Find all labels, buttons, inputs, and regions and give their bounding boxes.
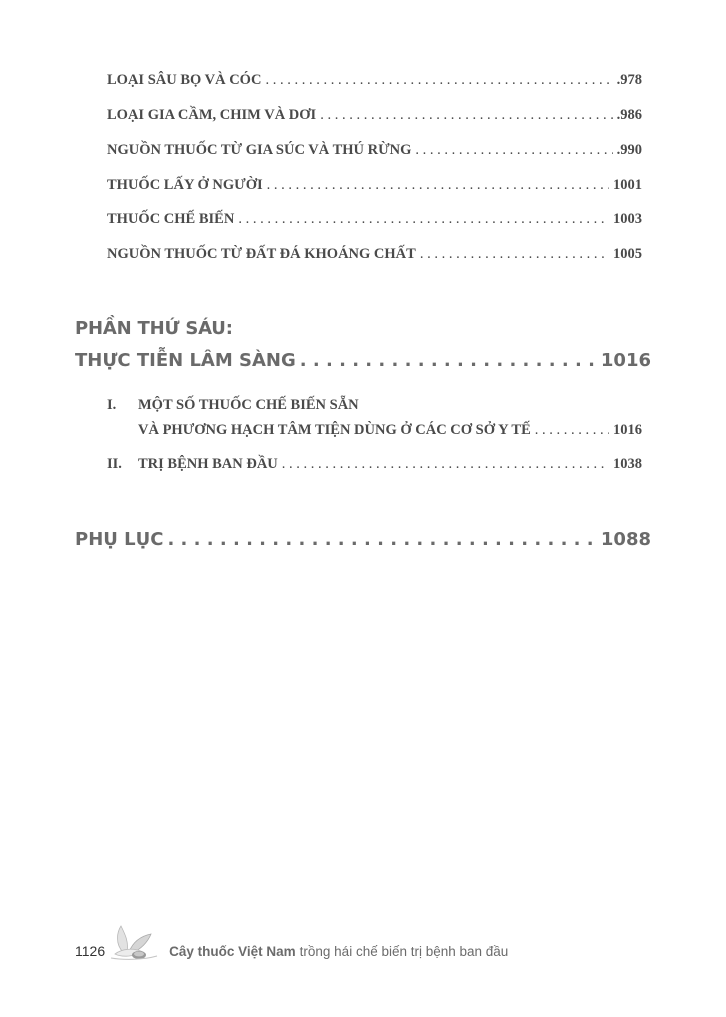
dot-leader xyxy=(535,422,609,439)
part-page: 1016 xyxy=(600,350,651,371)
toc-entry[interactable] xyxy=(107,142,642,159)
toc-entry-page: 1001 xyxy=(613,177,642,193)
part-title: THỰC TIỄN LÂM SÀNG xyxy=(75,350,296,371)
page-number: 1126 xyxy=(75,943,106,959)
section-number: I. xyxy=(107,397,117,413)
toc-entry-page: 1003 xyxy=(613,211,642,227)
toc-entry[interactable] xyxy=(107,211,642,228)
section-entry-row[interactable] xyxy=(138,456,642,473)
dot-leader xyxy=(267,177,609,194)
toc-entry-page: .978 xyxy=(616,72,642,88)
section-entry-line2[interactable] xyxy=(138,422,642,439)
dot-leader xyxy=(265,72,612,89)
part-entry[interactable] xyxy=(75,350,651,371)
appendix-page: 1088 xyxy=(600,529,651,550)
section-number: II. xyxy=(107,456,122,472)
appendix-entry[interactable] xyxy=(75,529,651,550)
dot-leader xyxy=(238,211,609,228)
toc-entry[interactable] xyxy=(107,72,642,89)
part-heading: PHẦN THỨ SÁU: xyxy=(75,318,233,339)
toc-entry-label: THUỐC LẤY Ở NGƯỜI xyxy=(107,177,263,193)
book-tagline: trồng hái chế biến trị bệnh ban đầu xyxy=(299,943,509,959)
appendix-title: PHỤ LỤC xyxy=(75,529,164,550)
toc-entry-page: 1005 xyxy=(613,246,642,262)
toc-entry[interactable] xyxy=(107,246,642,263)
dot-leader xyxy=(167,529,596,550)
toc-entry-label: LOẠI GIA CẦM, CHIM VÀ DƠI xyxy=(107,107,317,123)
toc-entry-label: NGUỒN THUỐC TỪ ĐẤT ĐÁ KHOÁNG CHẤT xyxy=(107,246,416,262)
dot-leader xyxy=(300,350,597,371)
dot-leader xyxy=(320,107,612,124)
page-footer xyxy=(75,938,595,964)
dot-leader xyxy=(282,456,609,473)
book-title: Cây thuốc Việt Nam xyxy=(169,943,296,959)
section-title-line2: VÀ PHƯƠNG HẠCH TÂM TIỆN DÙNG Ở CÁC CƠ SỞ Y TẾ xyxy=(138,422,531,438)
dot-leader xyxy=(415,142,612,159)
toc-entry-label: NGUỒN THUỐC TỪ GIA SÚC VÀ THÚ RỪNG xyxy=(107,142,412,158)
toc-entry-page: .990 xyxy=(616,142,642,158)
section-title: TRỊ BỆNH BAN ĐẦU xyxy=(138,456,278,472)
section-page: 1038 xyxy=(613,456,642,472)
toc-entry-label: THUỐC CHẾ BIẾN xyxy=(107,211,235,227)
dot-leader xyxy=(420,246,609,263)
toc-entry[interactable] xyxy=(107,177,642,194)
toc-entry[interactable] xyxy=(107,107,642,124)
section-title-line1: MỘT SỐ THUỐC CHẾ BIẾN SẴN xyxy=(138,397,359,413)
toc-entry-page: .986 xyxy=(616,107,642,123)
toc-entry-label: LOẠI SÂU BỌ VÀ CÓC xyxy=(107,72,262,88)
leaf-logo-icon xyxy=(109,922,161,962)
section-page: 1016 xyxy=(613,422,642,438)
